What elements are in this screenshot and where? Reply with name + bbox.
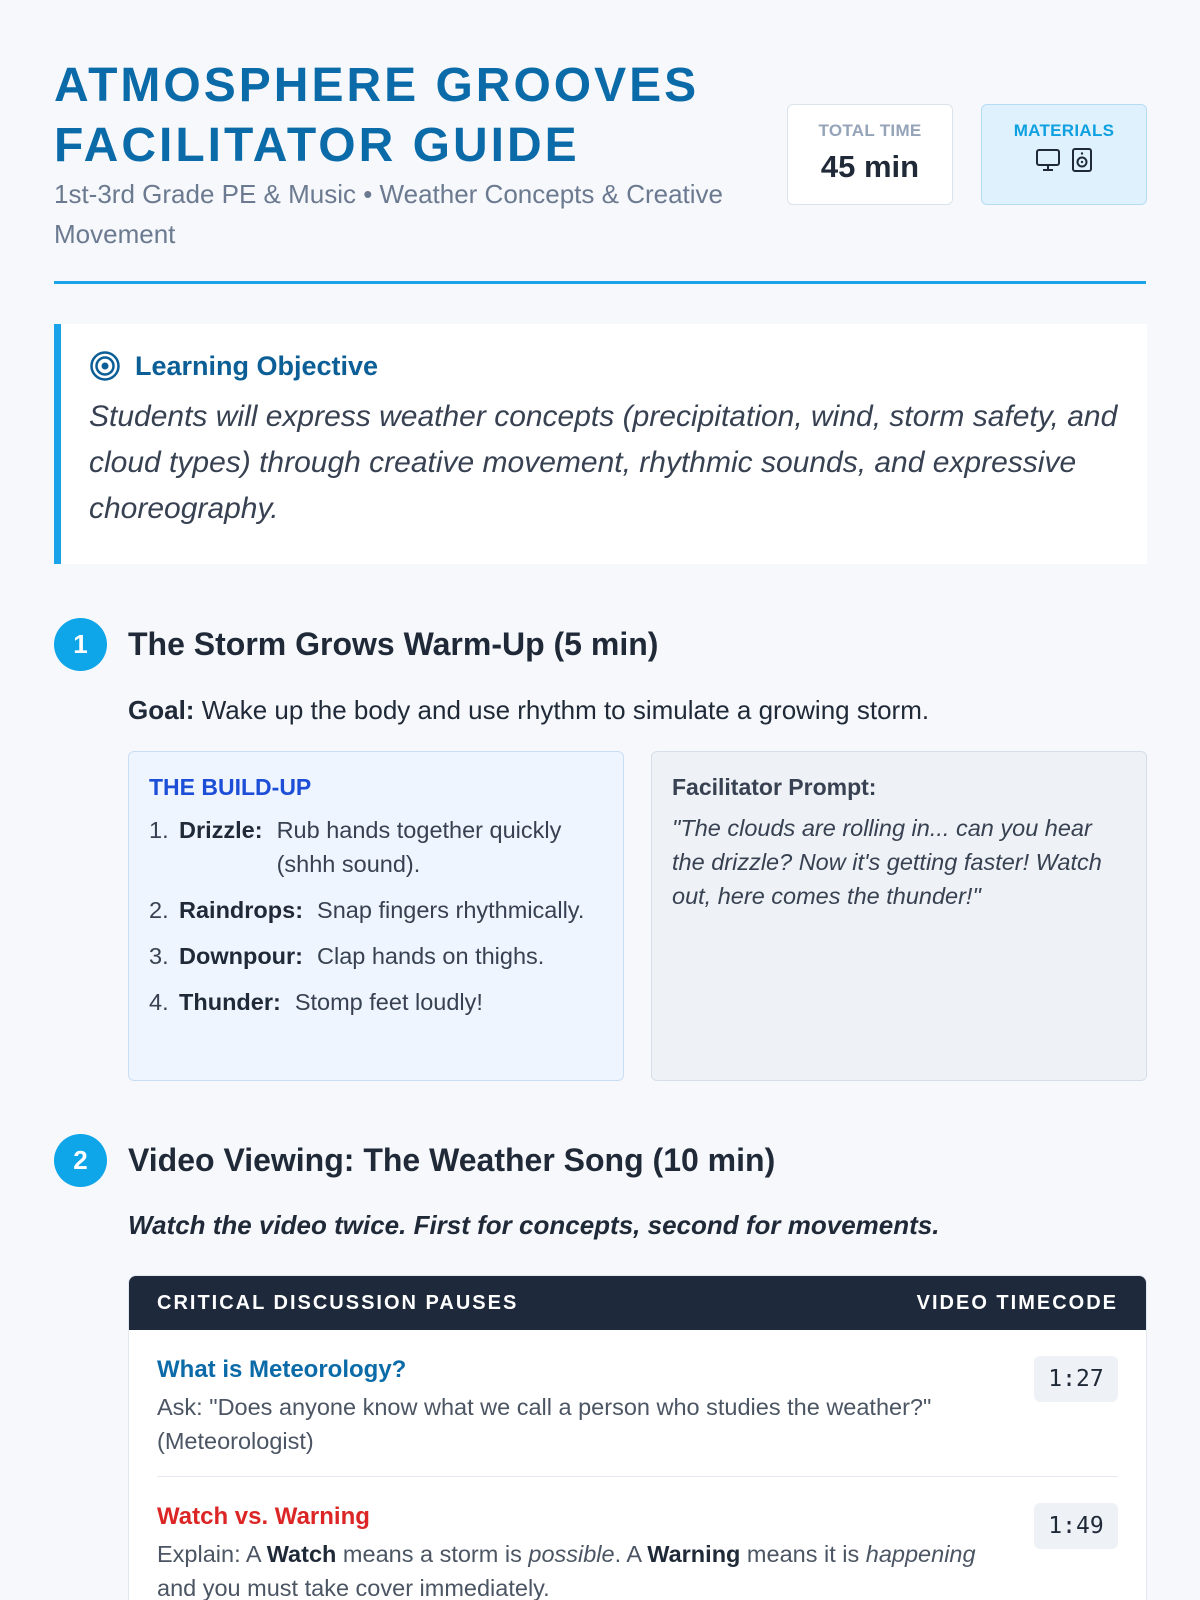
step-number: 1.	[149, 817, 169, 843]
total-time-label: TOTAL TIME	[818, 121, 922, 140]
table-header-left: CRITICAL DISCUSSION PAUSES	[157, 1291, 519, 1314]
build-up-title: THE BUILD-UP	[149, 774, 312, 800]
list-item	[149, 893, 603, 927]
list-item	[149, 939, 603, 973]
facilitator-prompt-text: "The clouds are rolling in... can you hear the drizzle? Now it's getting faster! Watch out, here comes the thunder!"	[672, 815, 1102, 909]
list-item	[149, 813, 603, 881]
table-row	[157, 1476, 1118, 1600]
section-1-goal	[128, 695, 929, 726]
monitor-icon	[1035, 147, 1061, 173]
step-value: Snap fingers rhythmically.	[317, 897, 585, 923]
materials-label: MATERIALS	[1013, 121, 1115, 140]
table-row	[157, 1330, 1118, 1476]
step-key: Downpour:	[179, 943, 303, 969]
speaker-icon	[1071, 147, 1093, 173]
step-value: Clap hands on thighs.	[317, 943, 545, 969]
pause-text-part: and you must take cover immediately.	[157, 1575, 550, 1600]
pause-text: Ask: "Does anyone know what we call a person who studies the weather?" (Meteorologist)	[157, 1394, 932, 1454]
list-item	[149, 985, 603, 1019]
section-2-note: Watch the video twice. First for concepts, second for movements.	[128, 1210, 940, 1240]
section-2-number: 2	[54, 1134, 107, 1187]
goal-text: Wake up the body and use rhythm to simulate a growing storm.	[201, 695, 930, 725]
pause-text-part: means it is	[740, 1541, 866, 1567]
timecode-badge: 1:49	[1034, 1503, 1118, 1549]
step-key: Thunder:	[179, 989, 281, 1015]
page-title	[54, 56, 774, 176]
target-icon	[89, 350, 121, 382]
build-up-card	[128, 751, 624, 1081]
materials-card	[981, 104, 1147, 205]
page-subtitle: 1st-3rd Grade PE & Music • Weather Concepts & Creative Movement	[54, 179, 724, 249]
facilitator-prompt-card	[651, 751, 1147, 1081]
pause-title: What is Meteorology?	[157, 1356, 407, 1383]
discussion-pauses-table	[128, 1275, 1147, 1600]
step-number: 3.	[149, 943, 169, 969]
facilitator-prompt-title: Facilitator Prompt:	[672, 774, 877, 800]
learning-objective-header	[89, 350, 1119, 382]
section-1-title: The Storm Grows Warm-Up (5 min)	[128, 626, 659, 662]
step-number: 4.	[149, 989, 169, 1015]
table-header	[129, 1276, 1146, 1330]
table-header-right: VIDEO TIMECODE	[916, 1291, 1118, 1314]
pause-title: Watch vs. Warning	[157, 1503, 370, 1530]
title-line-1: ATMOSPHERE GROOVES	[54, 59, 700, 112]
step-key: Raindrops:	[179, 897, 304, 923]
step-number: 2.	[149, 897, 169, 923]
pause-text-happening: happening	[865, 1541, 976, 1567]
section-2-title: Video Viewing: The Weather Song (10 min)	[128, 1142, 776, 1178]
step-key: Drizzle:	[179, 817, 263, 843]
learning-objective-text: Students will express weather concepts (precipitation, wind, storm safety, and cloud types) through creative movement, rhythmic sounds, and expressive choreography.	[89, 400, 1118, 525]
total-time-card	[787, 104, 953, 205]
pause-text-watch: Watch	[266, 1541, 337, 1567]
step-value: Rub hands together quickly (shhh sound).	[276, 817, 562, 877]
header	[54, 0, 1146, 284]
build-up-steps	[149, 813, 603, 1019]
learning-objective-card	[54, 324, 1147, 564]
pause-text	[157, 1537, 998, 1600]
pause-text-warning: Warning	[647, 1541, 741, 1567]
materials-icons	[982, 147, 1146, 173]
pause-text-part: means a storm is	[336, 1541, 529, 1567]
title-line-2: FACILITATOR GUIDE	[54, 119, 580, 172]
timecode-badge: 1:27	[1034, 1356, 1118, 1402]
pause-text-part: Explain: A	[157, 1541, 267, 1567]
pause-text-possible: possible	[528, 1541, 615, 1567]
total-time-value: 45 min	[820, 149, 920, 184]
learning-objective-heading: Learning Objective	[135, 350, 379, 381]
pause-text-part: . A	[614, 1541, 648, 1567]
step-value: Stomp feet loudly!	[294, 989, 483, 1015]
section-1-number: 1	[54, 618, 107, 671]
goal-label: Goal:	[128, 695, 195, 725]
